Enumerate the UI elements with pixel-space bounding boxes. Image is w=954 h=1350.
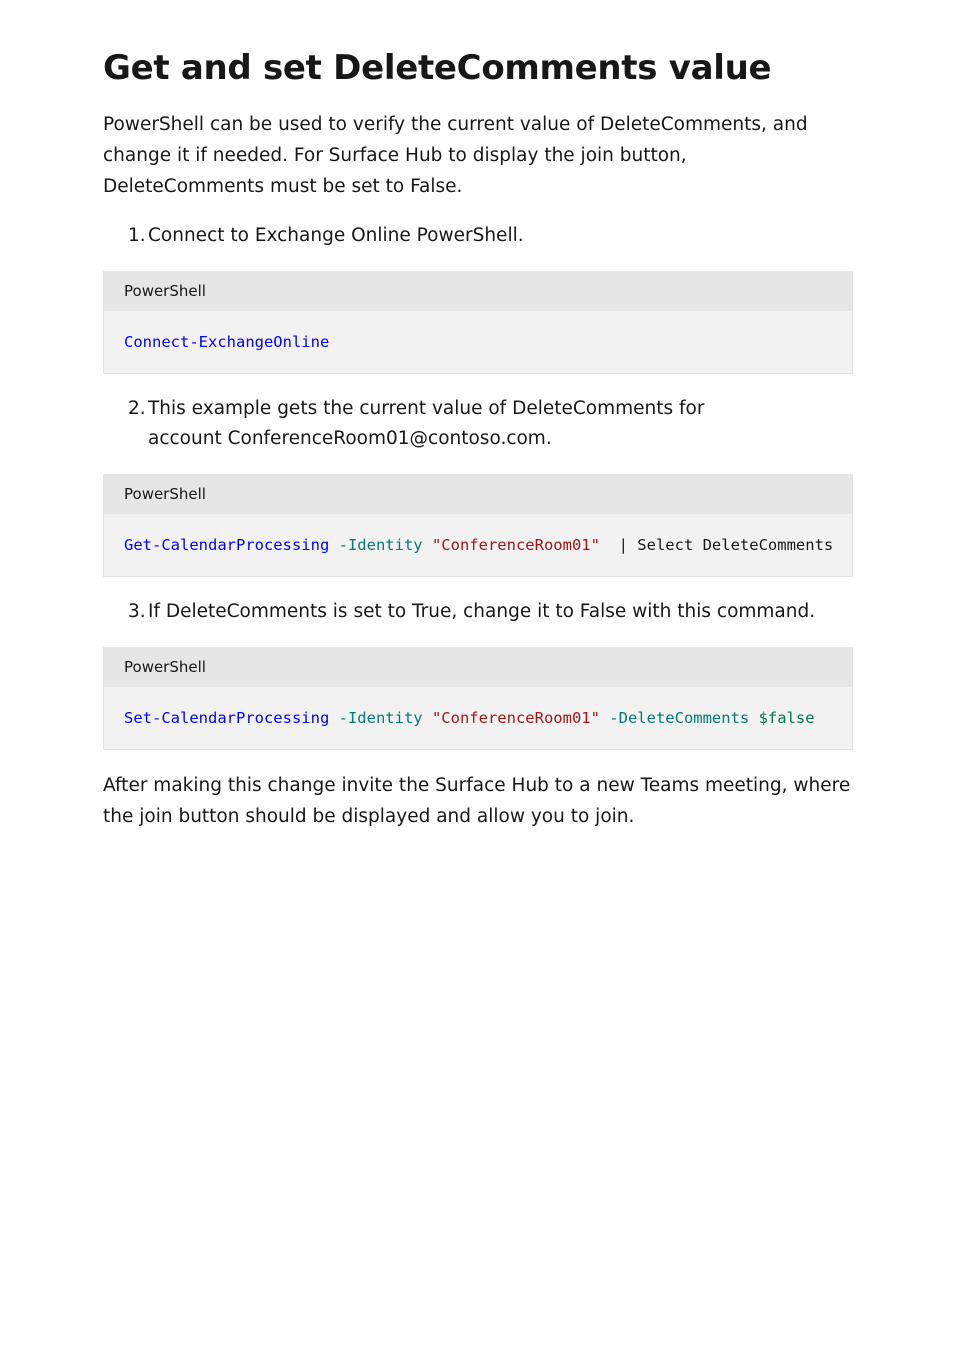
outro-paragraph: After making this change invite the Surface Hub to a new Teams meeting, where the join button should be displayed and allow you to join. [103,775,851,827]
step-text: If DeleteComments is set to True, change it to False with this command. [148,601,816,622]
code-token-param: -Identity [329,536,423,554]
code-token-var: $false [749,709,815,727]
code-token-param: -DeleteComments [599,709,750,727]
code-token-cmd: Set-CalendarProcessing [124,709,330,727]
code-block-1 [103,271,853,374]
step-1 [128,221,828,251]
step-number: 1. [128,225,146,246]
step-text: This example gets the current value of DeleteComments for account ConferenceRoom01@contoso.com. [148,398,705,449]
code-token-param: -Identity [329,709,423,727]
code-line[interactable] [104,514,852,576]
code-block-2 [103,474,853,577]
code-language-label: PowerShell [104,647,852,687]
code-token-cmd: Connect-ExchangeOnline [124,333,330,351]
code-line[interactable] [104,311,852,373]
step-2 [128,394,828,454]
code-token-cmd: Get-CalendarProcessing [124,536,330,554]
intro-paragraph: PowerShell can be used to verify the current value of DeleteComments, and change it if needed. For Surface Hub to display the join button, DeleteComments must be set to False. [103,114,808,197]
step-number: 3. [128,601,146,622]
code-token-str: "ConferenceRoom01" [422,536,600,554]
code-language-label: PowerShell [104,474,852,514]
step-text: Connect to Exchange Online PowerShell. [148,225,524,246]
step-number: 2. [128,398,146,419]
code-line[interactable] [104,687,852,749]
step-3 [128,597,828,627]
code-token-str: "ConferenceRoom01" [422,709,600,727]
page-title: Get and set DeleteComments value [103,48,772,88]
code-block-3 [103,647,853,750]
code-token-plain: | Select DeleteComments [599,536,834,554]
code-language-label: PowerShell [104,271,852,311]
